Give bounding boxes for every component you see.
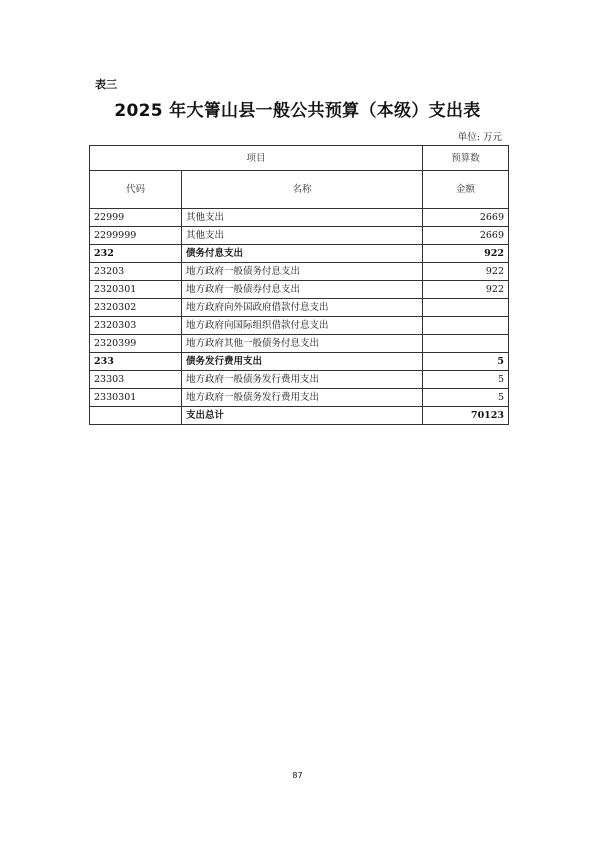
code-cell: 2320303 [90,317,182,335]
header-name: 名称 [182,171,423,209]
code-cell: 23303 [90,371,182,389]
amount-cell: 5 [423,353,509,371]
amount-cell: 70123 [423,407,509,425]
unit-note: 单位: 万元 [457,132,502,143]
name-cell: 地方政府向国际组织借款付息支出 [182,317,423,335]
table-row [90,335,509,353]
code-cell: 23203 [90,263,182,281]
table-body [90,209,509,425]
amount-cell: 922 [423,263,509,281]
code-cell: 22999 [90,209,182,227]
amount-cell [423,335,509,353]
code-cell [90,407,182,425]
table-label: 表三 [95,78,117,91]
table-row [90,389,509,407]
code-cell: 2299999 [90,227,182,245]
code-cell: 233 [90,353,182,371]
name-cell: 地方政府向外国政府借款付息支出 [182,299,423,317]
header-row-sub [90,171,509,209]
table-row [90,371,509,389]
name-cell: 债务发行费用支出 [182,353,423,371]
page-title: 2025 年大箐山县一般公共预算（本级）支出表 [114,101,481,121]
header-budget: 预算数 [423,146,509,171]
amount-cell: 2669 [423,227,509,245]
amount-cell: 5 [423,389,509,407]
budget-table [89,145,509,425]
table-row [90,407,509,425]
name-cell: 其他支出 [182,227,423,245]
name-cell: 支出总计 [182,407,423,425]
code-cell: 2320302 [90,299,182,317]
name-cell: 地方政府其他一般债务付息支出 [182,335,423,353]
name-cell: 地方政府一般债务付息支出 [182,263,423,281]
table-row [90,263,509,281]
code-cell: 232 [90,245,182,263]
amount-cell [423,299,509,317]
amount-cell: 2669 [423,209,509,227]
code-cell: 2320301 [90,281,182,299]
name-cell: 债务付息支出 [182,245,423,263]
name-cell: 地方政府一般债券付息支出 [182,281,423,299]
table-row [90,245,509,263]
code-cell: 2330301 [90,389,182,407]
name-cell: 地方政府一般债务发行费用支出 [182,371,423,389]
header-amount: 金额 [423,171,509,209]
amount-cell: 922 [423,245,509,263]
table-row [90,281,509,299]
amount-cell [423,317,509,335]
amount-cell: 922 [423,281,509,299]
table-row [90,299,509,317]
name-cell: 其他支出 [182,209,423,227]
header-item: 项目 [90,146,423,171]
name-cell: 地方政府一般债务发行费用支出 [182,389,423,407]
table-row [90,209,509,227]
header-code: 代码 [90,171,182,209]
amount-cell: 5 [423,371,509,389]
table-row [90,353,509,371]
header-row-top [90,146,509,171]
page-number: 87 [292,771,303,780]
table-row [90,227,509,245]
table-row [90,317,509,335]
code-cell: 2320399 [90,335,182,353]
